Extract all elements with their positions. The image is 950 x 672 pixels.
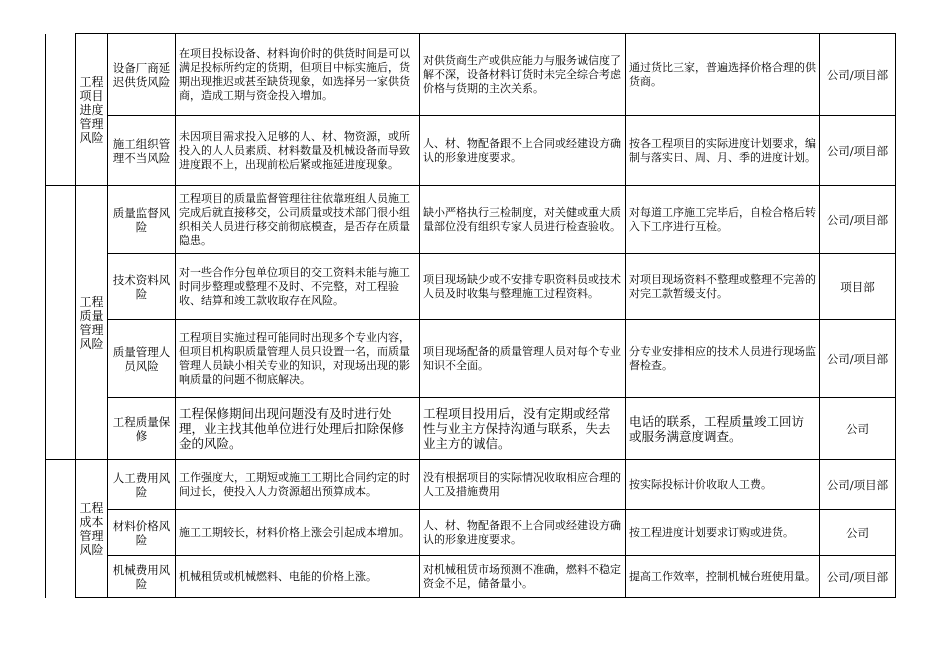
table-row <box>46 510 896 556</box>
risk-owner-cell: 公司 <box>820 510 896 556</box>
risk-description-cell: 未因项目需求投入足够的人、材、物资源，或所投入的人人员素质、材料数量及机械设备而导致进度跟不上，出现前松后紧或拖延进度现象。 <box>176 116 420 186</box>
category-cell: 工程项目进度管理风险 <box>76 34 108 186</box>
risk-name-cell: 技术资料风险 <box>108 254 176 320</box>
risk-name-cell: 人工费用风险 <box>108 460 176 510</box>
table-row <box>46 460 896 510</box>
table-row <box>46 320 896 398</box>
risk-measure-cell: 按工程进度计划要求订购或进货。 <box>626 510 820 556</box>
risk-measure-cell: 对项目现场资料不整理或整理不完善的对完工款暂缓支付。 <box>626 254 820 320</box>
table-row <box>46 398 896 460</box>
category-cell: 工程质量管理风险 <box>76 186 108 460</box>
risk-name-cell: 质量管理人员风险 <box>108 320 176 398</box>
risk-owner-cell: 项目部 <box>820 254 896 320</box>
risk-owner-cell: 公司 <box>820 398 896 460</box>
risk-name-cell: 施工组织管理不当风险 <box>108 116 176 186</box>
risk-measure-cell: 提高工作效率，控制机械台班使用量。 <box>626 556 820 598</box>
risk-description-cell: 工程项目的质量监督管理往往依靠班组人员施工完成后就直接移交，公司质量或技术部门很小组织相关人员进行移交前彻底模查，是否存在质量隐患。 <box>176 186 420 254</box>
risk-measure-cell: 按各工程项目的实际进度计划要求，编制与落实日、周、月、季的进度计划。 <box>626 116 820 186</box>
group-marker-cell <box>46 186 76 460</box>
risk-description-cell: 机械租赁或机械燃料、电能的价格上涨。 <box>176 556 420 598</box>
risk-measure-cell: 按实际投标计价收取人工费。 <box>626 460 820 510</box>
risk-cause-cell: 人、材、物配备跟不上合同或经建设方确认的形象进度要求。 <box>420 510 626 556</box>
risk-measure-cell: 电话的联系，工程质量竣工回访或服务满意度调查。 <box>626 398 820 460</box>
risk-description-cell: 施工工期较长，材料价格上涨会引起成本增加。 <box>176 510 420 556</box>
risk-table <box>45 33 896 598</box>
risk-name-cell: 机械费用风险 <box>108 556 176 598</box>
risk-name-cell: 材料价格风险 <box>108 510 176 556</box>
risk-owner-cell: 公司/项目部 <box>820 116 896 186</box>
group-marker-cell <box>46 34 76 186</box>
risk-name-cell: 设备厂商延迟供货风险 <box>108 34 176 116</box>
risk-description-cell: 工程项目实施过程可能同时出现多个专业内容，但项目机构职质量管理人员只设置一名，而质量管理人员缺小相关专业的知识，对现场出现的影响质量的问题不彻底解决。 <box>176 320 420 398</box>
risk-description-cell: 工作强度大，工期短或施工工期比合同约定的时间过长，使投入人力资源超出预算成本。 <box>176 460 420 510</box>
risk-measure-cell: 通过货比三家，普遍选择价格合理的供货商。 <box>626 34 820 116</box>
risk-description-cell: 在项目投标设备、材料询价时的供货时间是可以满足投标所约定的货期，但项目中标实施后，货期出现推迟或甚至缺货现象，如选择另一家供货商，造成工期与资金投入增加。 <box>176 34 420 116</box>
group-marker-cell <box>46 460 76 598</box>
risk-cause-cell: 没有根据项目的实际情况收取相应合理的人工及措施费用 <box>420 460 626 510</box>
risk-owner-cell: 公司/项目部 <box>820 460 896 510</box>
table-row <box>46 556 896 598</box>
category-cell: 工程成本管理风险 <box>76 460 108 598</box>
risk-description-cell: 工程保修期间出现问题没有及时进行处理，业主找其他单位进行处理后扣除保修金的风险。 <box>176 398 420 460</box>
risk-cause-cell: 对供货商生产或供应能力与服务诚信度了解不深，设备材料订货时未完全综合考虑价格与货期的主次关系。 <box>420 34 626 116</box>
risk-cause-cell: 项目现场缺少或不安排专职资料员或技术人员及时收集与整理施工过程资料。 <box>420 254 626 320</box>
risk-name-cell: 质量监督风险 <box>108 186 176 254</box>
risk-measure-cell: 对每道工序施工完毕后，自检合格后转入下工序进行互检。 <box>626 186 820 254</box>
risk-cause-cell: 工程项目投用后，没有定期或经常性与业主方保持沟通与联系，失去业主方的诚信。 <box>420 398 626 460</box>
risk-cause-cell: 缺小严格执行三检制度，对关健或重大质量部位没有组织专家人员进行检查验收。 <box>420 186 626 254</box>
risk-owner-cell: 公司/项目部 <box>820 556 896 598</box>
table-row <box>46 254 896 320</box>
risk-owner-cell: 公司/项目部 <box>820 186 896 254</box>
risk-owner-cell: 公司/项目部 <box>820 34 896 116</box>
risk-description-cell: 对一些合作分包单位项目的交工资料未能与施工时同步整理或整理不及时、不完整，对工程验收、结算和竣工款收取存在风险。 <box>176 254 420 320</box>
risk-cause-cell: 人、材、物配备跟不上合同或经建设方确认的形象进度要求。 <box>420 116 626 186</box>
risk-name-cell: 工程质量保修 <box>108 398 176 460</box>
risk-cause-cell: 项目现场配备的质量管理人员对每个专业知识不全面。 <box>420 320 626 398</box>
risk-cause-cell: 对机械租赁市场预测不准确，燃料不稳定资金不足，储备量小。 <box>420 556 626 598</box>
table-row <box>46 116 896 186</box>
risk-owner-cell: 公司/项目部 <box>820 320 896 398</box>
table-row <box>46 34 896 116</box>
table-row <box>46 186 896 254</box>
risk-measure-cell: 分专业安排相应的技术人员进行现场监督检查。 <box>626 320 820 398</box>
